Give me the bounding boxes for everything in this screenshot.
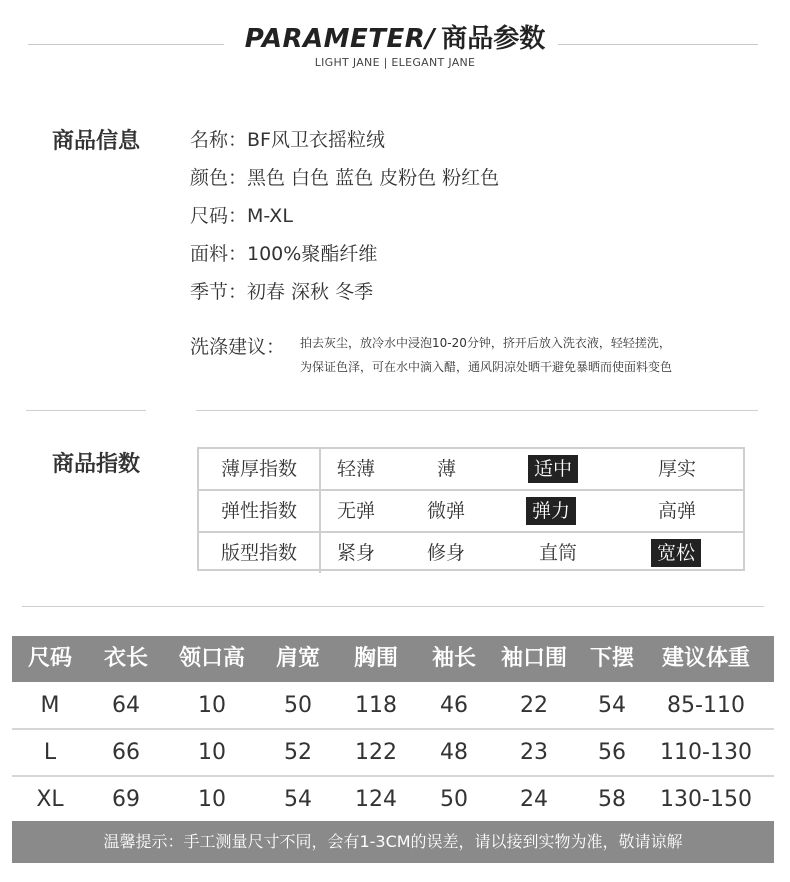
size-col-header: 领口高	[178, 646, 246, 671]
size-col-header: 下摆	[589, 646, 635, 671]
index-option: 修身	[427, 542, 466, 564]
page-title-en: PARAMETER/	[244, 24, 436, 54]
size-col-header: 袖长	[431, 646, 477, 671]
product-info-title: 商品信息	[52, 129, 141, 154]
index-option: 轻薄	[337, 458, 376, 480]
index-label: 弹性指数	[199, 491, 321, 531]
size-cell: 118	[355, 693, 397, 718]
size-row-l	[12, 730, 774, 777]
info-fabric: 面料：100%聚酯纤维	[190, 243, 378, 265]
size-cell: 54	[284, 787, 312, 812]
size-col-header: 胸围	[353, 646, 399, 671]
size-cell: 85-110	[667, 693, 745, 718]
info-season: 季节：初春 深秋 冬季	[190, 281, 374, 303]
size-cell: 54	[598, 693, 626, 718]
index-row-elasticity	[199, 489, 743, 531]
info-size: 尺码：M-XL	[190, 205, 293, 227]
index-label: 版型指数	[199, 533, 321, 573]
size-table-header	[12, 636, 774, 682]
size-cell: M	[40, 693, 60, 718]
info-color: 颜色：黑色 白色 蓝色 皮粉色 粉红色	[190, 167, 500, 189]
index-option-selected: 弹力	[526, 497, 576, 525]
section-divider-right	[196, 410, 758, 411]
index-option-selected: 适中	[528, 455, 578, 483]
page-title-zh: 商品参数	[441, 24, 546, 54]
wash-label: 洗涤建议：	[190, 336, 286, 358]
index-option: 薄	[437, 458, 457, 480]
size-cell: 110-130	[660, 740, 752, 765]
index-option: 紧身	[337, 542, 376, 564]
section-divider-left	[26, 410, 146, 411]
wash-text-line-2: 为保证色泽，可在水中滴入醋，通风阴凉处晒干避免暴晒而使面料变色	[300, 360, 673, 374]
info-name: 名称：BF风卫衣摇粒绒	[190, 129, 385, 151]
size-row-xl	[12, 777, 774, 824]
index-row-fit	[199, 531, 743, 573]
size-cell: 124	[355, 787, 397, 812]
size-cell: 58	[598, 787, 626, 812]
size-col-header: 尺码	[27, 646, 73, 671]
size-cell: 23	[520, 740, 548, 765]
size-cell: 10	[198, 740, 226, 765]
size-cell: 48	[440, 740, 468, 765]
size-cell: XL	[36, 787, 64, 812]
product-index-title: 商品指数	[52, 452, 141, 477]
size-cell: 64	[112, 693, 140, 718]
index-option-selected: 宽松	[651, 539, 701, 567]
page-title	[0, 18, 790, 55]
index-option: 无弹	[337, 500, 376, 522]
size-cell: 50	[284, 693, 312, 718]
page-subtitle: LIGHT JANE | ELEGANT JANE	[314, 56, 476, 69]
measurement-tip: 温馨提示：手工测量尺寸不同，会有1-3CM的误差，请以接到实物为准，敬请谅解	[12, 821, 774, 863]
size-cell: 122	[355, 740, 397, 765]
index-option: 微弹	[427, 500, 466, 522]
size-col-header: 袖口围	[500, 646, 568, 671]
size-cell: 130-150	[660, 787, 752, 812]
size-cell: 56	[598, 740, 626, 765]
index-label: 薄厚指数	[199, 449, 321, 489]
size-row-m	[12, 683, 774, 730]
size-cell: 10	[198, 693, 226, 718]
size-cell: 46	[440, 693, 468, 718]
index-option: 厚实	[658, 458, 697, 480]
size-col-header: 衣长	[103, 646, 149, 671]
size-cell: 66	[112, 740, 140, 765]
size-cell: 50	[440, 787, 468, 812]
size-col-header: 肩宽	[275, 646, 321, 671]
size-cell: 69	[112, 787, 140, 812]
index-row-thickness	[199, 449, 743, 489]
index-option: 高弹	[658, 500, 697, 522]
product-index-table	[197, 447, 745, 571]
size-cell: 24	[520, 787, 548, 812]
section-divider	[22, 606, 764, 607]
wash-text-line-1: 拍去灰尘，放冷水中浸泡10-20分钟，挤开后放入洗衣液，轻轻搓洗，	[300, 336, 671, 350]
index-option: 直筒	[539, 542, 578, 564]
size-cell: 10	[198, 787, 226, 812]
size-cell: 22	[520, 693, 548, 718]
size-cell: 52	[284, 740, 312, 765]
size-col-header: 建议体重	[661, 646, 751, 671]
size-cell: L	[43, 740, 57, 765]
